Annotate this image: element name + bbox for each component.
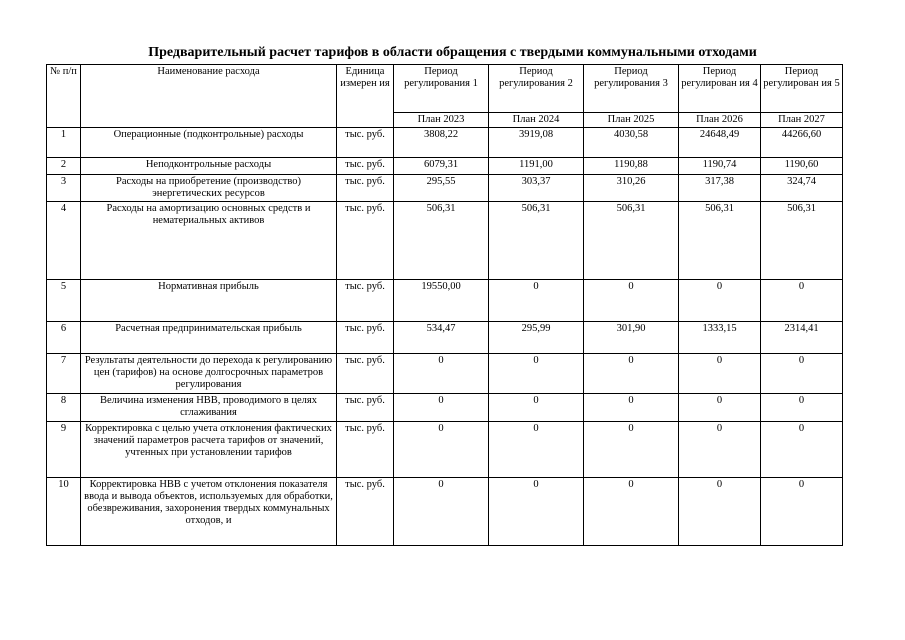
row-value: 0: [394, 478, 489, 546]
row-number: 2: [47, 158, 81, 175]
header-period-2: Период регулирования 2: [489, 65, 584, 113]
row-value: 0: [761, 422, 843, 478]
row-value: 506,31: [489, 202, 584, 280]
row-value: 324,74: [761, 175, 843, 202]
header-row: [47, 65, 843, 113]
row-value: 0: [679, 354, 761, 394]
header-period-5: Период регулирован ия 5: [761, 65, 843, 113]
row-value: 0: [584, 354, 679, 394]
row-value: 0: [679, 394, 761, 422]
page-title: Предварительный расчет тарифов в области обращения с твердыми коммунальными отходами: [148, 45, 757, 60]
row-name: Результаты деятельности до перехода к регулированию цен (тарифов) на основе долгосрочных параметров регулирования: [81, 354, 337, 394]
row-name: Операционные (подконтрольные) расходы: [81, 128, 337, 158]
row-value: 0: [761, 280, 843, 322]
header-unit: Единица измерен ия: [337, 65, 394, 128]
row-value: 4030,58: [584, 128, 679, 158]
row-value: 1333,15: [679, 322, 761, 354]
row-value: 0: [679, 280, 761, 322]
row-value: 0: [394, 354, 489, 394]
row-value: 0: [489, 478, 584, 546]
row-value: 0: [489, 280, 584, 322]
row-value: 0: [584, 422, 679, 478]
row-name: Нормативная прибыль: [81, 280, 337, 322]
row-value: 295,55: [394, 175, 489, 202]
row-value: 19550,00: [394, 280, 489, 322]
row-unit: тыс. руб.: [337, 158, 394, 175]
header-num: № п/п: [47, 65, 81, 128]
table-row: [47, 175, 843, 202]
header-name: Наименование расхода: [81, 65, 337, 128]
row-value: 0: [761, 478, 843, 546]
row-number: 1: [47, 128, 81, 158]
row-value: 0: [489, 422, 584, 478]
table-row: [47, 322, 843, 354]
row-value: 0: [584, 394, 679, 422]
header-period-3: Период регулирования 3: [584, 65, 679, 113]
row-value: 506,31: [394, 202, 489, 280]
row-number: 9: [47, 422, 81, 478]
row-value: 0: [584, 280, 679, 322]
row-number: 10: [47, 478, 81, 546]
row-number: 7: [47, 354, 81, 394]
row-value: 0: [489, 354, 584, 394]
row-value: 6079,31: [394, 158, 489, 175]
row-value: 0: [394, 422, 489, 478]
row-unit: тыс. руб.: [337, 128, 394, 158]
table-row: [47, 478, 843, 546]
row-value: 0: [394, 394, 489, 422]
row-value: 44266,60: [761, 128, 843, 158]
table-row: [47, 158, 843, 175]
row-value: 506,31: [761, 202, 843, 280]
table-row: [47, 128, 843, 158]
row-name: Расходы на приобретение (производство) энергетических ресурсов: [81, 175, 337, 202]
row-value: 1190,60: [761, 158, 843, 175]
plan-3: План 2025: [584, 113, 679, 128]
row-value: 0: [761, 354, 843, 394]
row-value: 0: [761, 394, 843, 422]
row-number: 8: [47, 394, 81, 422]
row-unit: тыс. руб.: [337, 394, 394, 422]
row-name: Неподконтрольные расходы: [81, 158, 337, 175]
row-value: 0: [584, 478, 679, 546]
row-value: 295,99: [489, 322, 584, 354]
row-value: 2314,41: [761, 322, 843, 354]
row-name: Расходы на амортизацию основных средств и нематериальных активов: [81, 202, 337, 280]
plan-2: План 2024: [489, 113, 584, 128]
row-unit: тыс. руб.: [337, 175, 394, 202]
row-name: Корректировка НВВ с учетом отклонения показателя ввода и вывода объектов, используемых для обработки, обезвреживания, захоронения твердых коммунальных отходов, и: [81, 478, 337, 546]
table-row: [47, 280, 843, 322]
row-unit: тыс. руб.: [337, 354, 394, 394]
row-value: 3808,22: [394, 128, 489, 158]
row-number: 6: [47, 322, 81, 354]
row-value: 24648,49: [679, 128, 761, 158]
row-value: 534,47: [394, 322, 489, 354]
tariff-table: [46, 64, 843, 546]
row-unit: тыс. руб.: [337, 322, 394, 354]
row-value: 1191,00: [489, 158, 584, 175]
row-name: Величина изменения НВВ, проводимого в целях сглаживания: [81, 394, 337, 422]
row-number: 5: [47, 280, 81, 322]
row-value: 301,90: [584, 322, 679, 354]
header-period-1: Период регулирования 1: [394, 65, 489, 113]
row-unit: тыс. руб.: [337, 478, 394, 546]
row-unit: тыс. руб.: [337, 280, 394, 322]
row-name: Расчетная предпринимательская прибыль: [81, 322, 337, 354]
row-value: 0: [489, 394, 584, 422]
table-row: [47, 354, 843, 394]
row-value: 1190,88: [584, 158, 679, 175]
row-name: Корректировка с целью учета отклонения фактических значений параметров расчета тарифов от значений, учтенных при установлении тарифов: [81, 422, 337, 478]
row-value: 506,31: [679, 202, 761, 280]
plan-4: План 2026: [679, 113, 761, 128]
plan-5: План 2027: [761, 113, 843, 128]
row-value: 3919,08: [489, 128, 584, 158]
row-value: 0: [679, 478, 761, 546]
row-value: 303,37: [489, 175, 584, 202]
row-unit: тыс. руб.: [337, 202, 394, 280]
row-value: 0: [679, 422, 761, 478]
row-number: 3: [47, 175, 81, 202]
row-unit: тыс. руб.: [337, 422, 394, 478]
row-value: 317,38: [679, 175, 761, 202]
table-row: [47, 394, 843, 422]
plan-1: План 2023: [394, 113, 489, 128]
header-period-4: Период регулирован ия 4: [679, 65, 761, 113]
row-value: 506,31: [584, 202, 679, 280]
row-value: 1190,74: [679, 158, 761, 175]
table-row: [47, 422, 843, 478]
row-number: 4: [47, 202, 81, 280]
row-value: 310,26: [584, 175, 679, 202]
table-row: [47, 202, 843, 280]
